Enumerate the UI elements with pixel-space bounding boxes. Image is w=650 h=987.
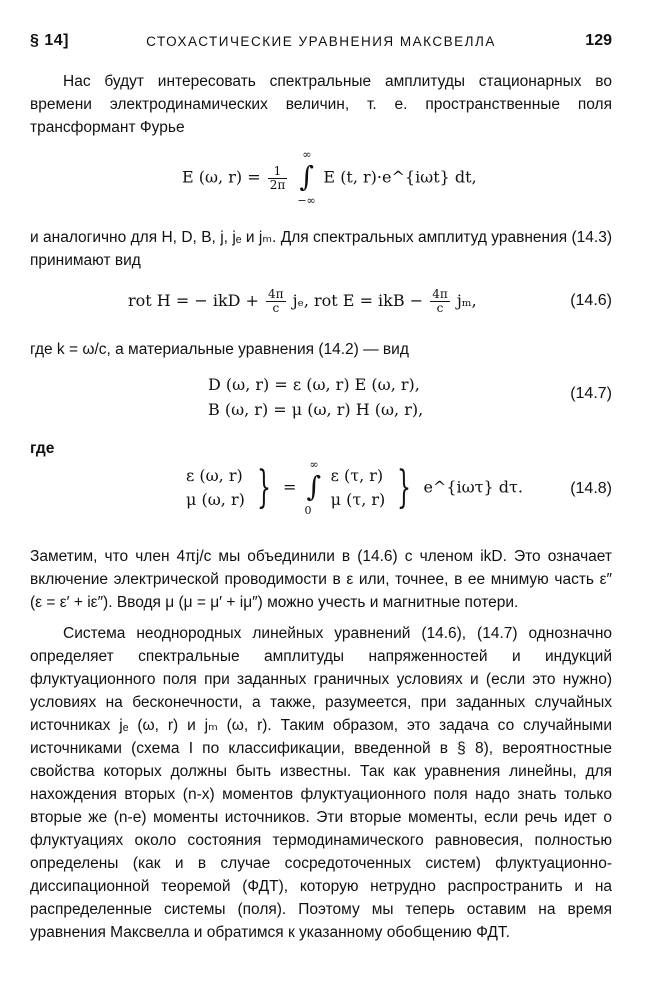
eq-14-8-rhs2: μ (τ, r) (330, 490, 386, 509)
eq-14-8-lhs1: ε (ω, r) (186, 466, 243, 485)
integral-sign-icon: ∫ (306, 470, 322, 503)
right-brace-icon: } (397, 462, 412, 513)
equation-14-8 (30, 458, 612, 526)
integral-sign-icon: ∫ (299, 160, 314, 193)
page-number: 129 (585, 32, 612, 49)
equation-fourier (30, 148, 612, 218)
paragraph-intro: Нас будут интересовать спектральные амплитуды стационарных во времени электродинамических величин, т. е. пространственные поля трансформант Фурье (30, 73, 612, 136)
eq-14-7-number: (14.7) (570, 385, 612, 402)
eq-14-8-equals: = (283, 477, 297, 497)
eq-14-6-frac1 (266, 288, 286, 315)
eq-14-6-part1: rot H = − ikD + (128, 291, 259, 310)
equation-14-7 (30, 372, 612, 424)
eq-14-6-expression (128, 288, 477, 315)
paragraph-remark: Заметим, что член 4πj/c мы объединили в (14.6) с членом ikD. Это означает включение электрической проводимости в ε или, точнее, в ее мнимую часть ε″ (ε = ε′ + iε″). Вводя μ (μ = μ′ + iμ″) можно учесть и магнитные потери. (30, 548, 612, 611)
eq-14-6-frac2-den: c (436, 301, 444, 315)
eq-14-8-expression (186, 458, 523, 517)
eq-14-8-tail: e^{iωτ} dτ. (423, 477, 523, 497)
eq-14-8-number: (14.8) (570, 480, 612, 497)
eq-14-6-frac2 (430, 288, 450, 315)
running-title: СТОХАСТИЧЕСКИЕ УРАВНЕНИЯ МАКСВЕЛЛА (146, 34, 496, 49)
fourier-frac-den: 2π (269, 177, 286, 192)
fourier-int-lower: −∞ (297, 194, 316, 207)
eq-14-8-lhs2: μ (ω, r) (186, 490, 245, 509)
eq-14-6-part2: jₑ, rot E = ikB − (292, 291, 424, 310)
eq-14-6-part3: jₘ, (456, 291, 477, 310)
eq-14-7-line1: D (ω, r) = ε (ω, r) E (ω, r), (208, 375, 420, 394)
right-brace-icon: } (256, 462, 271, 513)
eq-14-8-int-upper: ∞ (309, 458, 319, 471)
equation-14-6 (30, 284, 612, 324)
fourier-frac-num: 1 (268, 165, 288, 179)
eq-14-6-frac1-den: c (272, 301, 280, 315)
eq-14-8-integral (304, 458, 323, 517)
eq-14-8-lhs (186, 464, 245, 512)
paragraph-material: где k = ω/c, а материальные уравнения (14.2) — вид (30, 341, 409, 358)
paragraph-where: где (30, 440, 55, 457)
fourier-fraction (268, 165, 288, 192)
paragraph-analog: и аналогично для H, D, B, j, jₑ и jₘ. Для спектральных амплитуд уравнения (14.3) принимают вид (30, 229, 612, 269)
fourier-lhs: E (ω, r) = (182, 167, 261, 187)
eq-14-6-frac2-num: 4π (432, 287, 448, 301)
eq-14-6-number: (14.6) (570, 292, 612, 309)
eq-14-8-rhs (331, 464, 386, 512)
eq-14-8-rhs1: ε (τ, r) (330, 466, 384, 485)
eq-14-8-int-lower: 0 (304, 504, 312, 517)
eq-14-7-expression (208, 372, 423, 422)
paragraph-system: Система неоднородных линейных уравнений (14.6), (14.7) однозначно определяет спектральные амплитуды напряженностей и индукций флуктуационного поля при заданных граничных условиях и (если это нужно) условиях на бесконечности, а также, разумеется, при заданных случайных источниках jₑ (ω, r) и jₘ (ω, r). Таким образом, это задача со случайными источниками (схема I по классификации, введенной в § 8), вероятностные свойства которых должны быть известны. Так как уравнения линейны, для нахождения вторых (n-x) моментов флуктуационного поля надо знать только вторые же (n-e) моменты источников. Эти вторые моменты, если речь идет о флуктуациях около состояния термодинамического равновесия, полностью определены (как и в случае сосредоточенных систем) флуктуационно-диссипационной теоремой (ФДТ), которую нетрудно распространить и на распределенные системы (поля). Поэтому мы теперь оставим на время уравнения Максвелла и обратимся к указанному обобщению ФДТ. (30, 625, 612, 941)
fourier-int-upper: ∞ (302, 148, 312, 161)
section-marker: § 14] (30, 32, 69, 49)
fourier-integral (297, 148, 316, 207)
eq-14-7-line2: B (ω, r) = μ (ω, r) H (ω, r), (208, 400, 424, 419)
fourier-rhs: E (t, r)·e^{iωt} dt, (323, 167, 477, 187)
fourier-expression (182, 148, 477, 207)
eq-14-6-frac1-num: 4π (268, 287, 284, 301)
running-header (30, 32, 612, 56)
